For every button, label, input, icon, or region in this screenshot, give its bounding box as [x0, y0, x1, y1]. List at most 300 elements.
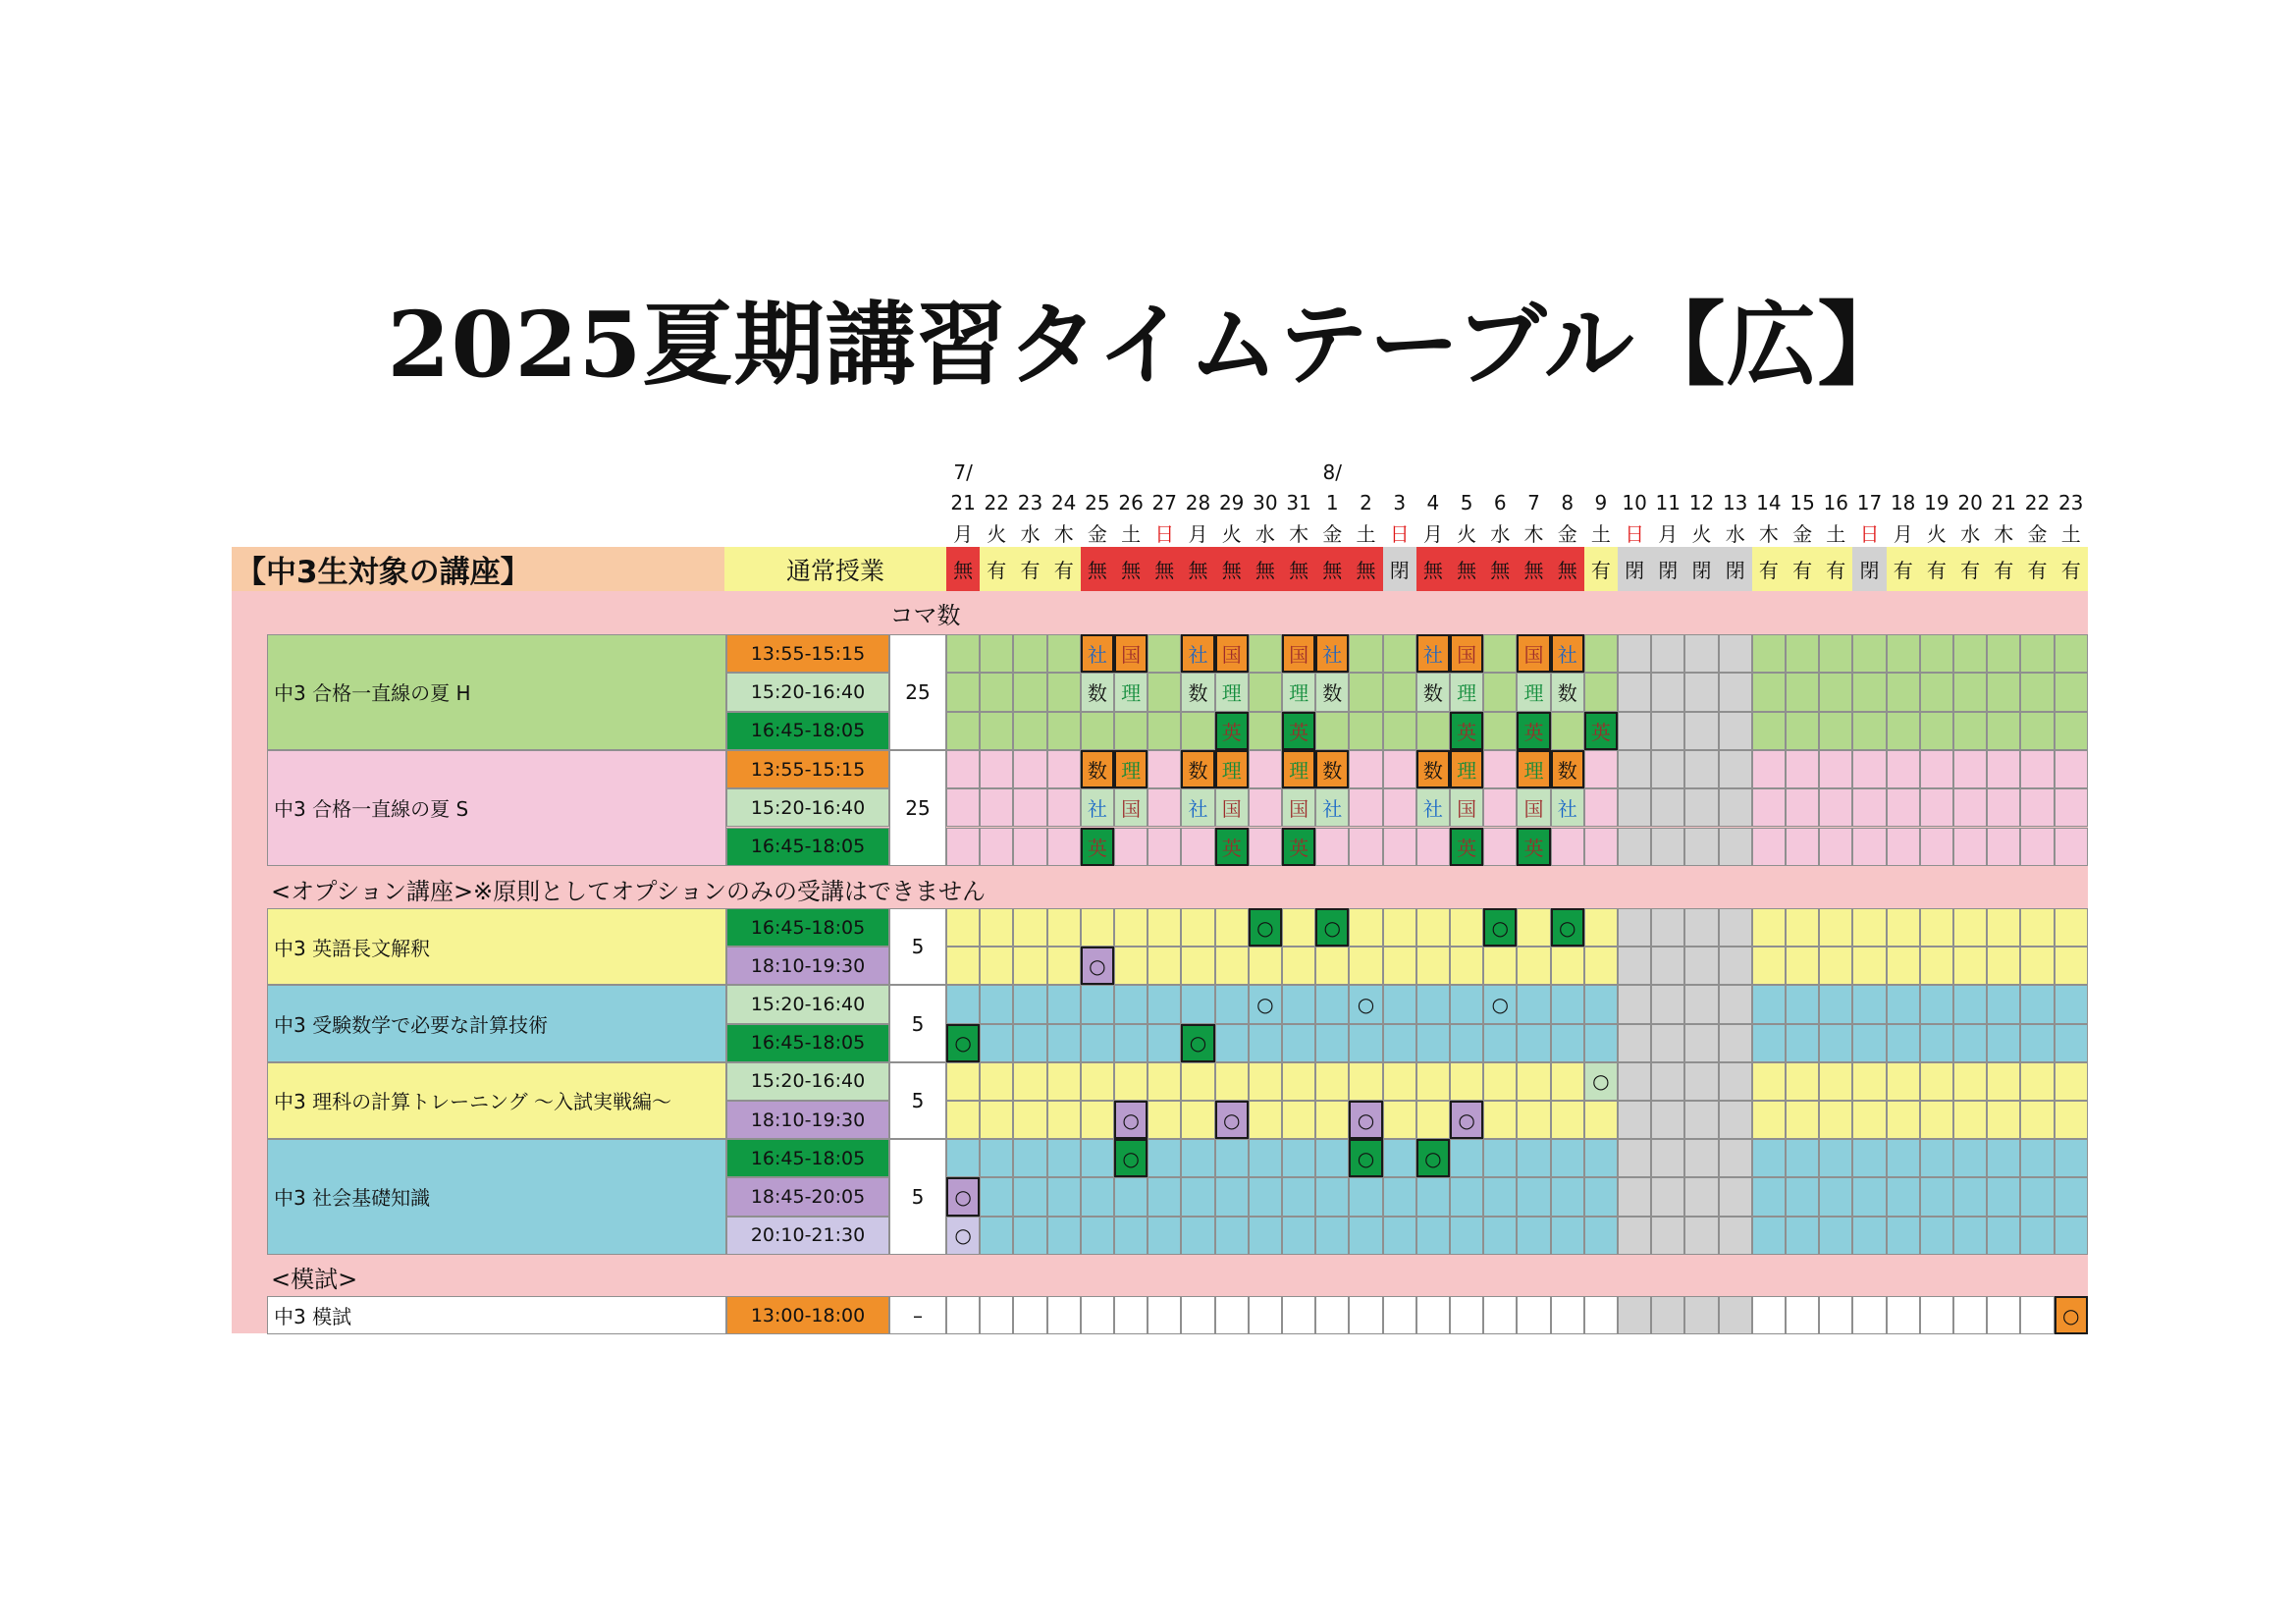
schedule-cell: [1315, 1101, 1349, 1139]
date-status: 無: [1282, 547, 1315, 591]
schedule-cell: [1752, 985, 1786, 1023]
schedule-cell: [1013, 788, 1046, 827]
schedule-cell: [1416, 1062, 1450, 1101]
schedule-cell: [1315, 1024, 1349, 1062]
schedule-mark: 社: [1181, 634, 1214, 673]
schedule-mark: 数: [1551, 673, 1584, 711]
schedule-mark: ○: [1114, 1139, 1148, 1177]
schedule-cell: [1249, 750, 1282, 788]
date-day: 15: [1789, 491, 1815, 514]
schedule-mark: 英: [1517, 712, 1550, 750]
course-name: 中3 理科の計算トレーニング ～入試実戦編～: [267, 1062, 726, 1139]
schedule-cell: [1987, 947, 2020, 985]
schedule-mark: ○: [1249, 908, 1282, 947]
time-slot: 13:00-18:00: [726, 1296, 889, 1334]
date-day: 19: [1924, 491, 1949, 514]
date-day: 7: [1527, 491, 1540, 514]
schedule-cell: [1047, 1217, 1081, 1255]
schedule-cell: [1584, 1139, 1618, 1177]
schedule-cell: [1416, 1024, 1450, 1062]
time-slot: 15:20-16:40: [726, 673, 889, 711]
schedule-cell: [1081, 1101, 1114, 1139]
date-status: 有: [1047, 547, 1081, 591]
schedule-cell: [1450, 1139, 1483, 1177]
date-weekday: 木: [1758, 521, 1779, 546]
schedule-cell: [1786, 908, 1819, 947]
schedule-cell: [1651, 828, 1684, 866]
schedule-cell: [1953, 947, 1987, 985]
schedule-cell: [946, 828, 980, 866]
schedule-cell: [1651, 788, 1684, 827]
schedule-mark: 国: [1517, 788, 1550, 827]
schedule-cell: [2020, 673, 2054, 711]
date-day: 30: [1253, 491, 1278, 514]
schedule-cell: [1819, 750, 1852, 788]
schedule-cell: [1786, 1101, 1819, 1139]
schedule-cell: [1215, 947, 1249, 985]
schedule-cell: [1517, 1062, 1550, 1101]
schedule-cell: [1920, 1139, 1953, 1177]
date-month: 8/: [1322, 460, 1343, 484]
schedule-cell: [1920, 947, 1953, 985]
schedule-cell: [1852, 1024, 1886, 1062]
schedule-cell: [1349, 1062, 1382, 1101]
date-weekday: 木: [1289, 521, 1309, 546]
koma-count: –: [889, 1296, 946, 1334]
date-day: 8: [1561, 491, 1575, 514]
schedule-cell: [1483, 1101, 1517, 1139]
schedule-cell: [1887, 1177, 1920, 1216]
schedule-cell: [1719, 1217, 1752, 1255]
date-day: 27: [1151, 491, 1177, 514]
schedule-cell: [1517, 1139, 1550, 1177]
time-slot: 16:45-18:05: [726, 712, 889, 750]
schedule-cell: [1953, 1296, 1987, 1334]
schedule-cell: [2020, 1062, 2054, 1101]
schedule-cell: [1013, 1217, 1046, 1255]
schedule-cell: [1819, 947, 1852, 985]
course-name: 中3 受験数学で必要な計算技術: [267, 985, 726, 1061]
schedule-cell: [1987, 634, 2020, 673]
schedule-cell: [1383, 1101, 1416, 1139]
schedule-mark: 社: [1551, 634, 1584, 673]
date-weekday: 水: [1255, 521, 1275, 546]
date-weekday: 金: [2027, 521, 2048, 546]
schedule-cell: [2020, 1139, 2054, 1177]
schedule-cell: [1819, 985, 1852, 1023]
schedule-cell: [946, 908, 980, 947]
course-name: 中3 模試: [267, 1296, 726, 1334]
schedule-cell: [1282, 1062, 1315, 1101]
schedule-mark: 理: [1517, 673, 1550, 711]
schedule-cell: [1819, 1101, 1852, 1139]
schedule-mark: 数: [1416, 673, 1450, 711]
schedule-cell: [1047, 1177, 1081, 1216]
date-status: 無: [1148, 547, 1181, 591]
date-weekday: 金: [1792, 521, 1813, 546]
schedule-mark: 国: [1450, 634, 1483, 673]
schedule-cell: [1987, 1139, 2020, 1177]
schedule-cell: [1887, 1101, 1920, 1139]
schedule-cell: [1752, 1024, 1786, 1062]
schedule-cell: [1618, 908, 1651, 947]
schedule-cell: [1383, 788, 1416, 827]
schedule-cell: [1684, 1177, 1718, 1216]
schedule-cell: [2020, 634, 2054, 673]
schedule-cell: [1887, 1062, 1920, 1101]
schedule-cell: [1584, 1101, 1618, 1139]
schedule-cell: [1047, 1024, 1081, 1062]
schedule-mark: 社: [1081, 788, 1114, 827]
schedule-cell: [1551, 1062, 1584, 1101]
date-day: 1: [1325, 491, 1339, 514]
schedule-cell: [1920, 788, 1953, 827]
schedule-cell: [1584, 673, 1618, 711]
date-weekday: 火: [1457, 521, 1477, 546]
schedule-cell: [2055, 673, 2088, 711]
schedule-cell: [980, 1101, 1013, 1139]
schedule-mark: 英: [1282, 828, 1315, 866]
schedule-cell: [1987, 788, 2020, 827]
schedule-cell: [1081, 985, 1114, 1023]
schedule-mark: 数: [1416, 750, 1450, 788]
schedule-cell: [1383, 828, 1416, 866]
schedule-cell: [1148, 712, 1181, 750]
time-slot: 15:20-16:40: [726, 788, 889, 827]
schedule-cell: [1719, 1101, 1752, 1139]
schedule-cell: [1684, 1296, 1718, 1334]
schedule-cell: [1786, 750, 1819, 788]
schedule-cell: [1483, 712, 1517, 750]
schedule-cell: [1383, 1139, 1416, 1177]
schedule-cell: [980, 788, 1013, 827]
schedule-cell: [1282, 985, 1315, 1023]
date-day: 28: [1185, 491, 1211, 514]
date-weekday: 火: [987, 521, 1007, 546]
schedule-cell: [1551, 1296, 1584, 1334]
schedule-cell: [1315, 1217, 1349, 1255]
schedule-cell: [1887, 1139, 1920, 1177]
schedule-cell: [1684, 1101, 1718, 1139]
schedule-cell: [2055, 1177, 2088, 1216]
date-day: 29: [1218, 491, 1245, 514]
schedule-cell: [1249, 1217, 1282, 1255]
schedule-cell: [1517, 1177, 1550, 1216]
schedule-cell: [1819, 1062, 1852, 1101]
schedule-cell: [1215, 985, 1249, 1023]
schedule-cell: [1852, 1177, 1886, 1216]
koma-label: コマ数: [889, 601, 961, 629]
schedule-cell: [1852, 908, 1886, 947]
schedule-cell: [1719, 634, 1752, 673]
date-day: 22: [2024, 491, 2051, 514]
schedule-mark: 国: [1282, 788, 1315, 827]
schedule-cell: [1719, 1024, 1752, 1062]
schedule-mark: 国: [1282, 634, 1315, 673]
schedule-cell: [1684, 828, 1718, 866]
schedule-cell: [1920, 1217, 1953, 1255]
schedule-cell: [1081, 712, 1114, 750]
schedule-cell: [1887, 788, 1920, 827]
date-status: 閉: [1719, 547, 1752, 591]
schedule-cell: [1786, 1024, 1819, 1062]
date-status: 無: [1483, 547, 1517, 591]
schedule-cell: [1383, 1296, 1416, 1334]
schedule-mark: 数: [1081, 673, 1114, 711]
schedule-cell: [2055, 947, 2088, 985]
schedule-cell: [1719, 947, 1752, 985]
schedule-cell: [1383, 947, 1416, 985]
schedule-cell: [1987, 673, 2020, 711]
schedule-cell: [1719, 788, 1752, 827]
schedule-cell: [1517, 1024, 1550, 1062]
date-weekday: 月: [1893, 521, 1913, 546]
schedule-cell: [2055, 1101, 2088, 1139]
schedule-mark: 理: [1450, 673, 1483, 711]
schedule-cell: [1786, 673, 1819, 711]
schedule-cell: [1047, 1139, 1081, 1177]
schedule-cell: [1249, 673, 1282, 711]
schedule-cell: [2055, 1024, 2088, 1062]
schedule-mark: ○: [1215, 1101, 1249, 1139]
schedule-cell: [1551, 947, 1584, 985]
schedule-cell: [1618, 1177, 1651, 1216]
schedule-cell: [1953, 985, 1987, 1023]
schedule-cell: [1282, 1139, 1315, 1177]
schedule-cell: [1887, 1024, 1920, 1062]
schedule-cell: [1148, 908, 1181, 947]
schedule-mark: ○: [1483, 985, 1517, 1023]
schedule-cell: [1819, 1217, 1852, 1255]
schedule-mark: 社: [1416, 634, 1450, 673]
date-weekday: 水: [1960, 521, 1981, 546]
schedule-cell: [1953, 1101, 1987, 1139]
schedule-cell: [2020, 1296, 2054, 1334]
time-slot: 18:45-20:05: [726, 1177, 889, 1216]
schedule-cell: [1786, 1062, 1819, 1101]
schedule-cell: [1114, 1177, 1148, 1216]
schedule-cell: [1618, 1101, 1651, 1139]
schedule-cell: [1887, 947, 1920, 985]
date-status: 無: [1215, 547, 1249, 591]
date-status: 閉: [1651, 547, 1684, 591]
schedule-cell: [1483, 634, 1517, 673]
schedule-cell: [1987, 1062, 2020, 1101]
schedule-cell: [1920, 712, 1953, 750]
schedule-cell: [2020, 712, 2054, 750]
schedule-mark: 社: [1181, 788, 1214, 827]
schedule-cell: [1987, 1177, 2020, 1216]
schedule-cell: [1920, 1101, 1953, 1139]
schedule-cell: [1215, 1139, 1249, 1177]
schedule-cell: [1719, 985, 1752, 1023]
schedule-mark: 国: [1114, 634, 1148, 673]
date-day: 20: [1957, 491, 1983, 514]
schedule-mark: 社: [1416, 788, 1450, 827]
schedule-cell: [1920, 1296, 1953, 1334]
schedule-cell: [1953, 712, 1987, 750]
schedule-cell: [980, 985, 1013, 1023]
schedule-cell: [1887, 985, 1920, 1023]
schedule-cell: [1349, 947, 1382, 985]
schedule-cell: [1684, 673, 1718, 711]
date-weekday: 金: [1557, 521, 1577, 546]
schedule-cell: [1148, 1177, 1181, 1216]
koma-count: 25: [889, 634, 946, 750]
schedule-cell: [1349, 750, 1382, 788]
schedule-mark: ○: [1349, 1139, 1382, 1177]
schedule-cell: [2055, 908, 2088, 947]
schedule-cell: [1483, 1139, 1517, 1177]
schedule-cell: [1551, 1024, 1584, 1062]
schedule-cell: [1181, 1177, 1214, 1216]
date-weekday: 火: [1221, 521, 1242, 546]
schedule-cell: [1786, 985, 1819, 1023]
schedule-cell: [1416, 1101, 1450, 1139]
schedule-cell: [1852, 788, 1886, 827]
schedule-cell: [1047, 828, 1081, 866]
schedule-cell: [1819, 1296, 1852, 1334]
schedule-cell: [1148, 828, 1181, 866]
schedule-cell: [1215, 1217, 1249, 1255]
schedule-cell: [1282, 1024, 1315, 1062]
schedule-cell: [1013, 947, 1046, 985]
date-weekday: 土: [1356, 521, 1376, 546]
schedule-cell: [1215, 1024, 1249, 1062]
time-slot: 16:45-18:05: [726, 908, 889, 947]
schedule-cell: [980, 828, 1013, 866]
schedule-cell: [1618, 985, 1651, 1023]
schedule-cell: [1684, 1024, 1718, 1062]
date-weekday: 水: [1020, 521, 1041, 546]
schedule-cell: [1987, 1024, 2020, 1062]
schedule-cell: [1987, 1217, 2020, 1255]
schedule-cell: [1953, 1217, 1987, 1255]
schedule-cell: [1483, 828, 1517, 866]
schedule-mark: 国: [1517, 634, 1550, 673]
schedule-mark: ○: [1081, 947, 1114, 985]
schedule-cell: [1752, 1296, 1786, 1334]
date-weekday: 木: [1053, 521, 1074, 546]
schedule-cell: [1047, 1062, 1081, 1101]
schedule-cell: [1349, 788, 1382, 827]
schedule-mark: 理: [1114, 673, 1148, 711]
schedule-mark: 国: [1215, 634, 1249, 673]
date-month: 7/: [953, 460, 973, 484]
schedule-cell: [1852, 1139, 1886, 1177]
schedule-cell: [1752, 1139, 1786, 1177]
schedule-cell: [1684, 985, 1718, 1023]
schedule-cell: [1249, 947, 1282, 985]
schedule-cell: [1584, 788, 1618, 827]
schedule-cell: [980, 712, 1013, 750]
schedule-cell: [1349, 1177, 1382, 1216]
date-weekday: 日: [1154, 521, 1175, 546]
schedule-cell: [1551, 1139, 1584, 1177]
schedule-cell: [1383, 1177, 1416, 1216]
schedule-cell: [2020, 1217, 2054, 1255]
schedule-cell: [1684, 634, 1718, 673]
schedule-cell: [1819, 788, 1852, 827]
schedule-cell: [1852, 947, 1886, 985]
schedule-cell: [946, 985, 980, 1023]
schedule-cell: [1315, 985, 1349, 1023]
date-weekday: 月: [1422, 521, 1443, 546]
schedule-cell: [1651, 712, 1684, 750]
schedule-cell: [1684, 1217, 1718, 1255]
date-weekday: 金: [1322, 521, 1343, 546]
schedule-cell: [1517, 1217, 1550, 1255]
schedule-cell: [1148, 1024, 1181, 1062]
schedule-cell: [1684, 947, 1718, 985]
schedule-cell: [1752, 712, 1786, 750]
date-status: 無: [1114, 547, 1148, 591]
schedule-cell: [2020, 1101, 2054, 1139]
schedule-cell: [1651, 1024, 1684, 1062]
schedule-cell: [1684, 908, 1718, 947]
schedule-cell: [1551, 1217, 1584, 1255]
date-weekday: 木: [1994, 521, 2014, 546]
schedule-cell: [1416, 985, 1450, 1023]
schedule-cell: [1618, 634, 1651, 673]
schedule-cell: [1081, 1296, 1114, 1334]
schedule-cell: [1551, 1177, 1584, 1216]
schedule-mark: 数: [1315, 750, 1349, 788]
schedule-cell: [1450, 1217, 1483, 1255]
option-header: <オプション講座>※原則としてオプションのみの受講はできません: [271, 877, 987, 905]
schedule-cell: [1887, 1217, 1920, 1255]
schedule-cell: [946, 1139, 980, 1177]
schedule-mark: 社: [1315, 788, 1349, 827]
schedule-cell: [1584, 828, 1618, 866]
date-weekday: 土: [1590, 521, 1611, 546]
date-weekday: 火: [1926, 521, 1947, 546]
schedule-mark: 英: [1517, 828, 1550, 866]
schedule-mark: 理: [1517, 750, 1550, 788]
date-weekday: 月: [1188, 521, 1208, 546]
date-status: 無: [1081, 547, 1114, 591]
schedule-cell: [2055, 634, 2088, 673]
schedule-cell: [1684, 1139, 1718, 1177]
schedule-cell: [1684, 1062, 1718, 1101]
schedule-cell: [1852, 1101, 1886, 1139]
schedule-cell: [1719, 673, 1752, 711]
date-weekday: 土: [1121, 521, 1142, 546]
schedule-mark: ○: [1181, 1024, 1214, 1062]
schedule-cell: [1584, 947, 1618, 985]
schedule-cell: [1013, 1177, 1046, 1216]
schedule-cell: [1920, 673, 1953, 711]
koma-count: 5: [889, 1139, 946, 1255]
date-day: 14: [1756, 491, 1782, 514]
date-status: 無: [1551, 547, 1584, 591]
schedule-cell: [1953, 673, 1987, 711]
schedule-cell: [1618, 1062, 1651, 1101]
date-day: 18: [1890, 491, 1916, 514]
schedule-cell: [1013, 1101, 1046, 1139]
schedule-cell: [1618, 828, 1651, 866]
schedule-cell: [946, 1101, 980, 1139]
schedule-cell: [1013, 1139, 1046, 1177]
schedule-mark: 理: [1282, 673, 1315, 711]
schedule-cell: [1819, 828, 1852, 866]
schedule-cell: [1416, 1217, 1450, 1255]
date-status: 有: [1953, 547, 1987, 591]
schedule-cell: [1852, 634, 1886, 673]
date-status: 無: [1181, 547, 1214, 591]
schedule-cell: [980, 1062, 1013, 1101]
schedule-cell: [946, 1296, 980, 1334]
